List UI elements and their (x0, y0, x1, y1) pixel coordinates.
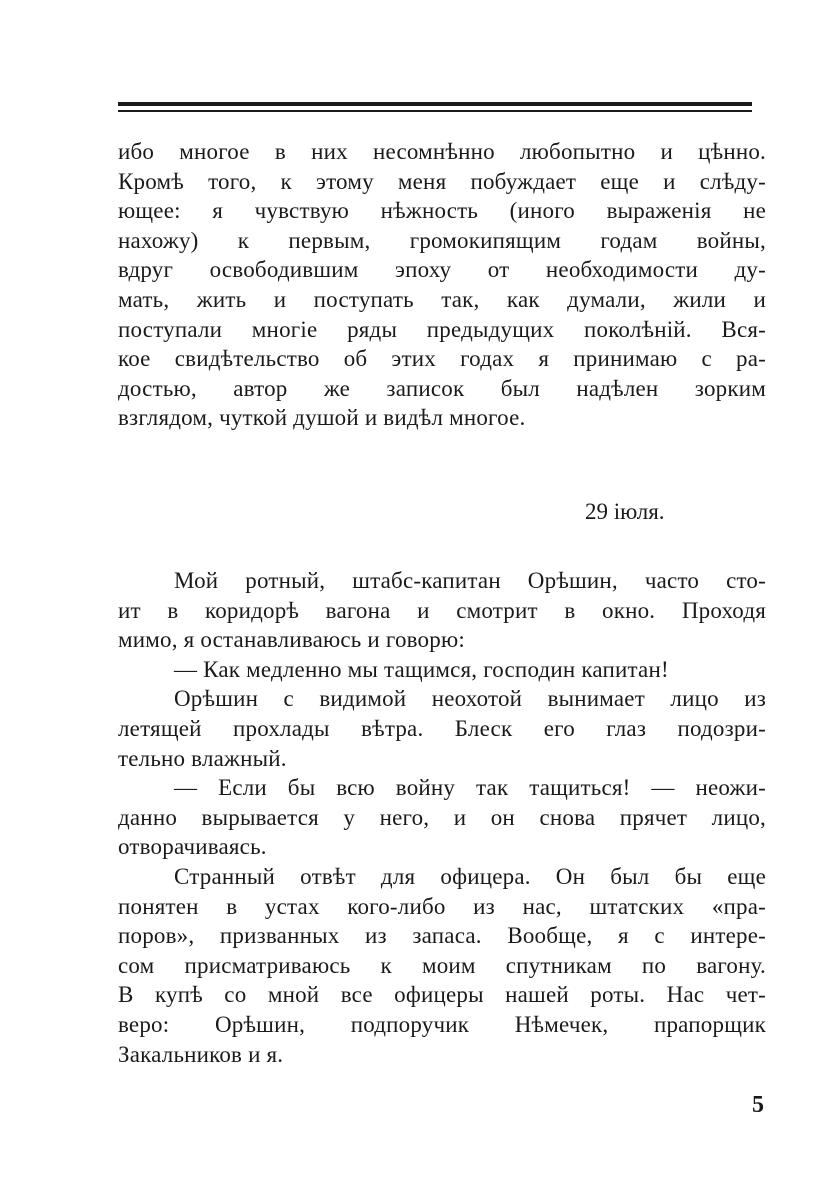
text-line: данно вырывается у него, и он снова прячет лицо, (118, 804, 766, 830)
header-rule-thin (118, 110, 752, 112)
text-line: нахожу) к первым, громокипящим годам войны, (118, 227, 766, 253)
text-line: Мой ротный, штабс-капитан Орѣшин, часто сто- (174, 568, 766, 593)
text-line: достью, автор же записок был надѣлен зорким (118, 375, 766, 401)
text-line: понятен в устах кого-либо из нас, штатских «пра- (118, 893, 766, 919)
text-line: отворачиваясь. (118, 834, 267, 860)
text-line: поров», призванных из запаса. Вообще, я с интере- (118, 923, 766, 949)
text-line: Кромѣ того, к этому меня побуждает еще и слѣду- (118, 168, 766, 194)
text-line: Странный отвѣт для офицера. Он был бы еще (174, 863, 766, 889)
text-line: — Как медленно мы тащимся, господин капитан! (174, 656, 669, 682)
text-line: мать, жить и поступать так, как думали, жили и (118, 286, 766, 312)
text-line: Закальников и я. (118, 1041, 284, 1067)
text-line: В купѣ со мной все офицеры нашей роты. Нас чет- (118, 982, 766, 1008)
text-line: мимо, я останавливаюсь и говорю: (118, 627, 465, 653)
text-line: кое свидѣтельство об этих годах я принимаю с ра- (118, 346, 766, 372)
text-line: поступали многіе ряды предыдущих поколѣній. Вся- (118, 316, 766, 342)
text-line: взглядом, чуткой душой и видѣл многое. (118, 405, 526, 431)
date-heading: 29 іюля. (585, 499, 665, 524)
text-line: ибо многое в них несомнѣнно любопытно и цѣнно. (118, 139, 766, 164)
text-line: — Если бы всю войну так тащиться! — неожи- (174, 775, 766, 801)
continued-paragraph (118, 137, 766, 433)
text-line: веро: Орѣшин, подпоручик Нѣмечек, прапорщик (118, 1011, 766, 1037)
text-line: ющее: я чувствую нѣжность (иного выраженія не (118, 198, 766, 224)
text-line: вдруг освободившим эпоху от необходимости ду- (118, 257, 766, 283)
text-line: сом присматриваюсь к моим спутникам по вагону. (118, 952, 766, 978)
text-line: ит в коридорѣ вагона и смотрит в окно. Проходя (118, 597, 766, 623)
text-line: тельно влажный. (118, 745, 287, 771)
page-number: 5 (752, 1092, 764, 1118)
diary-entry (118, 566, 766, 1069)
text-line: Орѣшин с видимой неохотой вынимает лицо из (174, 686, 766, 712)
header-rule-thick (118, 102, 752, 106)
text-line: летящей прохлады вѣтра. Блеск его глаз подозри- (118, 715, 766, 741)
